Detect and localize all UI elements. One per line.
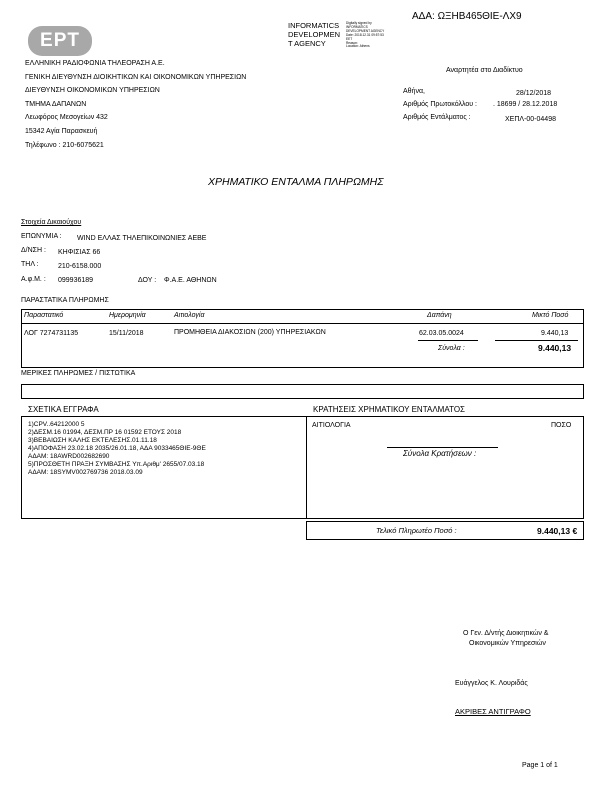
subtotal-rule	[418, 340, 478, 341]
deductions-heading: ΚΡΑΤΗΣΕΙΣ ΧΡΗΜΑΤΙΚΟΥ ΕΝΤΑΛΜΑΤΟΣ	[313, 405, 465, 414]
signatory-role: Ο Γεν. Δ/ντής Διοικητικών &	[463, 630, 549, 637]
related-docs-heading: ΣΧΕΤΙΚΑ ΕΓΓΡΑΦΑ	[28, 405, 99, 414]
table-header-divider	[21, 323, 584, 324]
beneficiary-afm: 099936189	[58, 277, 94, 284]
col-header-document: Παραστατικό	[24, 312, 64, 319]
payment-docs-heading: ΠΑΡΑΣΤΑΤΙΚΑ ΠΛΗΡΩΜΗΣ	[21, 297, 109, 304]
deductions-total-label: Σύνολα Κρατήσεων :	[403, 449, 477, 458]
informatics-line: DEVELOPMEN	[288, 30, 341, 39]
related-docs-list	[28, 421, 206, 477]
row-document: ΛΟΓ 7274731135	[24, 330, 79, 337]
related-doc-line: ΑΔΑΜ: 18SYMV002769736 2018.03.09	[28, 469, 143, 476]
signatory-role: Οικονομικών Υπηρεσιών	[469, 640, 546, 647]
related-doc-line: 2)ΔΕΣΜ.16 01994, ΔΕΣΜ.ΠΡ 16 01592 ΕΤΟΥΣ 2018	[28, 429, 182, 436]
informatics-line: INFORMATICS	[288, 21, 340, 30]
signature-line: Reason:	[346, 40, 358, 45]
informatics-line: T AGENCY	[288, 39, 326, 48]
totals-amount: 9.440,13	[538, 343, 572, 353]
protocol-label: Αριθμός Πρωτοκόλλου :	[403, 101, 477, 108]
related-doc-line: ΑΔΑΜ: 18AWRD002682690	[28, 453, 110, 460]
document-date: 28/12/2018	[516, 90, 552, 97]
page-number: Page 1 of 1	[522, 762, 558, 769]
row-amount: 9.440,13	[541, 330, 569, 337]
row-expense: 62.03.05.0024	[419, 330, 464, 337]
deductions-col-reason: ΑΙΤΙΟΛΟΓΙΑ	[312, 422, 351, 429]
beneficiary-doy: Φ.Α.Ε. ΑΘΗΝΩΝ	[164, 277, 217, 284]
certified-copy-label: ΑΚΡΙΒΕΣ ΑΝΤΙΓΡΑΦΟ	[455, 707, 531, 716]
org-line: ΤΜΗΜΑ ΔΑΠΑΝΩΝ	[25, 100, 87, 108]
col-header-reason: Αιτιολογία	[174, 312, 205, 319]
doy-label: ΔΟΥ :	[138, 277, 157, 284]
org-line: ΓΕΝΙΚΗ ΔΙΕΥΘΥΝΣΗ ΔΙΟΙΚΗΤΙΚΩΝ ΚΑΙ ΟΙΚΟΝΟΜΙΚΩΝ ΥΠΗΡΕΣΙΩΝ	[25, 73, 247, 81]
related-doc-line: 5)ΠΡΟΣΘΕΤΗ ΠΡΑΞΗ ΣΥΜΒΑΣΗΣ Υπ.Αριθμ' 2655/07.03.18	[28, 461, 205, 468]
signature-line: Digitally signed by	[346, 21, 372, 25]
subtotal-rule	[495, 340, 578, 341]
beneficiary-phone: 210-6158.000	[58, 263, 102, 270]
final-amount: 9.440,13 €	[537, 526, 578, 536]
org-line: 15342 Αγία Παρασκευή	[25, 127, 98, 135]
beneficiary-name: WIND ΕΛΛΑΣ ΤΗΛΕΠΙΚΟΙΝΩΝΙΕΣ ΑΕΒΕ	[77, 235, 207, 242]
posting-note: Αναρτητέα στο Διαδίκτυο	[446, 67, 523, 74]
totals-label: Σύνολα :	[438, 345, 465, 352]
signature-line: INFORMATICS	[346, 24, 368, 29]
org-line: Τηλέφωνο : 210-6075621	[25, 141, 104, 149]
protocol-number: . 18699 / 28.12.2018	[493, 101, 558, 108]
signature-line: Location: Athens	[346, 44, 370, 49]
final-amount-label: Τελικό Πληρωτέο Ποσό :	[376, 526, 457, 535]
related-doc-line: 3)ΒΕΒΑΙΩΣΗ ΚΑΛΗΣ ΕΚΤΕΛΕΣΗΣ.01.11.18	[28, 437, 157, 444]
afm-label: Α.φ.Μ. :	[21, 276, 46, 283]
address-label: Δ/ΝΣΗ :	[21, 247, 46, 254]
related-deductions-divider	[306, 416, 307, 519]
deductions-col-amount: ΠΟΣΟ	[551, 422, 572, 429]
related-doc-line: 1)CPV..64212000 5	[28, 421, 85, 428]
org-line: ΕΛΛΗΝΙΚΗ ΡΑΔΙΟΦΩΝΙΑ ΤΗΛΕΟΡΑΣΗ Α.Ε.	[25, 60, 165, 67]
order-number-label: Αριθμός Εντάλματος :	[403, 114, 471, 121]
ert-logo: ΕΡΤ	[28, 26, 92, 56]
signature-line: DEVELOPMENT AGENCY	[346, 28, 385, 33]
related-doc-line: 4)ΑΠΟΦΑΣΗ 23.02.18 2035/26.01.18, ΑΔΑ 9033465ΘΙΕ-9ΘΕ	[28, 445, 206, 452]
beneficiary-address: ΚΗΦΙΣΙΑΣ 66	[58, 249, 101, 256]
place-date-label: Αθήνα,	[403, 88, 425, 95]
partial-payments-heading: ΜΕΡΙΚΕΣ ΠΛΗΡΩΜΕΣ / ΠΙΣΤΩΤΙΚΑ	[21, 370, 136, 377]
partial-payments-box	[21, 384, 584, 399]
organization-block	[25, 57, 246, 152]
signature-line: EET	[346, 36, 353, 41]
page-title: ΧΡΗΜΑΤΙΚΟ ΕΝΤΑΛΜΑ ΠΛΗΡΩΜΗΣ	[208, 176, 384, 188]
beneficiary-heading: Στοιχεία Δικαιούχου	[21, 219, 82, 226]
deductions-total-rule	[387, 447, 498, 448]
col-header-date: Ημερομηνία	[109, 312, 146, 319]
order-number: ΧΕΠΛ-00-04498	[505, 116, 556, 123]
org-line: ΔΙΕΥΘΥΝΣΗ ΟΙΚΟΝΟΜΙΚΩΝ ΥΠΗΡΕΣΙΩΝ	[25, 87, 160, 95]
col-header-expense: Δαπάνη	[427, 312, 452, 319]
col-header-amount: Μικτό Ποσό	[532, 312, 569, 319]
informatics-label	[288, 21, 340, 48]
signature-line: Date: 2018.12.31 09:57:53	[346, 32, 384, 37]
row-reason: ΠΡΟΜΗΘΕΙΑ ΔΙΑΚΟΣΙΩΝ (200) ΥΠΗΡΕΣΙΑΚΩΝ	[174, 329, 326, 336]
name-label: ΕΠΩΝΥΜΙΑ :	[21, 233, 62, 240]
digital-signature-stamp	[346, 22, 384, 49]
phone-label: ΤΗΛ :	[21, 261, 39, 268]
org-line: Λεωφόρος Μεσογείων 432	[25, 114, 108, 122]
ada-code: ΑΔΑ: ΩΞΗΒ465ΘΙΕ-ΛΧ9	[412, 11, 522, 22]
payment-docs-table	[21, 309, 584, 368]
row-date: 15/11/2018	[109, 330, 144, 337]
signatory-name: Ευάγγελος Κ. Λουριδάς	[455, 680, 528, 687]
